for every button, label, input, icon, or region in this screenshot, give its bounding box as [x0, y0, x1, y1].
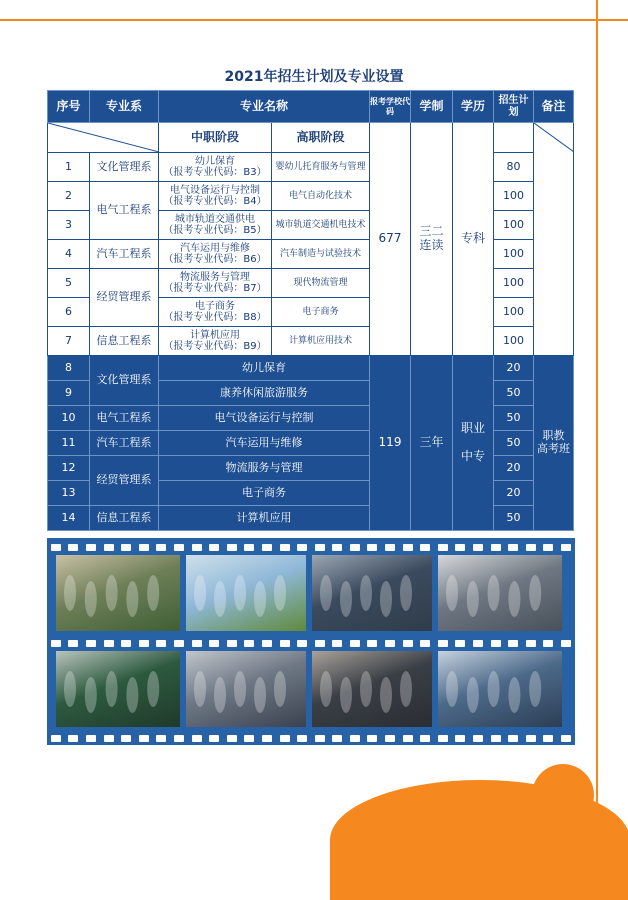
film-hole — [121, 544, 131, 551]
row-plan: 50 — [494, 381, 534, 406]
stage-mid: 中职阶段 — [159, 123, 272, 153]
film-hole — [174, 544, 184, 551]
film-hole — [367, 735, 377, 742]
film-hole — [280, 640, 290, 647]
training-center-photo — [56, 651, 180, 727]
photo-figure — [126, 581, 138, 617]
row-plan: 80 — [494, 153, 534, 182]
film-holes-top — [47, 542, 575, 552]
row-dept: 信息工程系 — [90, 327, 159, 356]
table-row — [48, 431, 574, 456]
photo-figure — [446, 671, 458, 707]
film-hole — [403, 544, 413, 551]
plan-blank — [494, 123, 534, 153]
film-hole — [491, 735, 501, 742]
film-hole — [420, 640, 430, 647]
film-hole — [350, 735, 360, 742]
film-hole — [68, 544, 78, 551]
header-code: 报考学校代码 — [370, 91, 411, 123]
diagonal-line — [48, 123, 159, 152]
film-hole — [561, 640, 571, 647]
photo-figure — [234, 575, 246, 611]
photo-figure — [234, 671, 246, 707]
table-row — [48, 153, 574, 182]
film-hole — [139, 640, 149, 647]
metro-station-photo — [438, 555, 562, 631]
photo-figure — [106, 575, 118, 611]
row-dept: 电气工程系 — [90, 182, 159, 240]
upper-system-line1: 三二 — [419, 224, 444, 239]
row-dept: 经贸管理系 — [90, 269, 159, 327]
table-row — [48, 456, 574, 481]
film-hole — [332, 735, 342, 742]
row-high: 计算机应用技术 — [272, 327, 370, 356]
photo-figure — [380, 677, 392, 713]
row-seq: 5 — [48, 269, 90, 298]
photo-figure — [380, 581, 392, 617]
film-hole — [280, 544, 290, 551]
film-hole — [104, 735, 114, 742]
row-seq: 4 — [48, 240, 90, 269]
row-high: 汽车制造与试验技术 — [272, 240, 370, 269]
row-major: 电气设备运行与控制 — [159, 406, 370, 431]
photo-figure — [508, 581, 520, 617]
film-hole — [543, 640, 553, 647]
row-seq: 3 — [48, 211, 90, 240]
header-dept: 专业系 — [90, 91, 159, 123]
header-seq: 序号 — [48, 91, 90, 123]
computer-lab-photo — [438, 651, 562, 727]
film-hole — [438, 735, 448, 742]
row-major: 康养休闲旅游服务 — [159, 381, 370, 406]
film-hole — [51, 640, 61, 647]
header-degree: 学历 — [453, 91, 494, 123]
row-dept: 文化管理系 — [90, 153, 159, 182]
students-outdoor-photo — [56, 555, 180, 631]
lower-code: 119 — [370, 356, 411, 531]
photo-figure — [320, 575, 332, 611]
film-hole — [420, 735, 430, 742]
row-major: 汽车运用与维修 — [159, 431, 370, 456]
upper-degree: 专科 — [453, 123, 494, 356]
upper-code: 677 — [370, 123, 411, 356]
film-hole — [297, 735, 307, 742]
photo-figure — [64, 575, 76, 611]
lower-degree-line2: 中专 — [460, 448, 485, 463]
film-hole — [174, 640, 184, 647]
row-seq: 14 — [48, 506, 90, 531]
film-hole — [455, 544, 465, 551]
film-hole — [455, 735, 465, 742]
film-hole — [209, 544, 219, 551]
film-hole — [192, 640, 202, 647]
upper-system — [411, 123, 453, 356]
row-mid — [159, 240, 272, 269]
film-hole — [156, 544, 166, 551]
row-high: 城市轨道交通机电技术 — [272, 211, 370, 240]
upper-remark — [534, 123, 574, 356]
top-orange-line — [0, 19, 598, 21]
row-high: 现代物流管理 — [272, 269, 370, 298]
header-row — [48, 91, 574, 123]
right-orange-line — [596, 0, 598, 824]
film-hole — [156, 640, 166, 647]
header-plan: 招生计划 — [494, 91, 534, 123]
row-seq: 13 — [48, 481, 90, 506]
photo-figure — [340, 677, 352, 713]
mid-name: 电气设备运行与控制 — [170, 184, 260, 196]
photo-figure — [126, 677, 138, 713]
row-mid — [159, 153, 272, 182]
film-hole — [192, 544, 202, 551]
film-hole — [438, 544, 448, 551]
diagonal-cell — [48, 123, 159, 153]
film-hole — [297, 640, 307, 647]
film-hole — [315, 544, 325, 551]
row-mid — [159, 211, 272, 240]
table-row — [48, 240, 574, 269]
photo-figure — [400, 575, 412, 611]
row-mid — [159, 182, 272, 211]
photo-figure — [467, 581, 479, 617]
header-remark: 备注 — [534, 91, 574, 123]
film-hole — [315, 735, 325, 742]
row-plan: 50 — [494, 431, 534, 456]
row-mid — [159, 269, 272, 298]
stage-high: 高职阶段 — [272, 123, 370, 153]
film-hole — [104, 640, 114, 647]
film-hole — [244, 735, 254, 742]
film-hole — [455, 640, 465, 647]
row-seq: 8 — [48, 356, 90, 381]
film-hole — [51, 735, 61, 742]
mid-code: （报考专业代码：B5） — [163, 225, 267, 236]
film-hole — [491, 544, 501, 551]
film-hole — [561, 735, 571, 742]
row-plan: 20 — [494, 456, 534, 481]
header-system: 学制 — [411, 91, 453, 123]
row-seq: 12 — [48, 456, 90, 481]
row-major: 幼儿保育 — [159, 356, 370, 381]
photo-figure — [254, 581, 266, 617]
table-row — [48, 406, 574, 431]
film-hole — [86, 640, 96, 647]
row-dept: 汽车工程系 — [90, 431, 159, 456]
photo-figure — [194, 575, 206, 611]
mid-code: （报考专业代码：B6） — [163, 254, 267, 265]
film-hole — [262, 544, 272, 551]
mid-name: 城市轨道交通供电 — [175, 213, 255, 225]
film-hole — [139, 735, 149, 742]
photo-figure — [488, 671, 500, 707]
mid-name: 幼儿保育 — [195, 155, 235, 167]
row-mid — [159, 327, 272, 356]
row-dept: 文化管理系 — [90, 356, 159, 406]
row-plan: 100 — [494, 327, 534, 356]
row-plan: 100 — [494, 182, 534, 211]
row-seq: 7 — [48, 327, 90, 356]
photo-figure — [254, 677, 266, 713]
film-hole — [367, 544, 377, 551]
film-hole — [209, 735, 219, 742]
photo-filmstrip — [47, 538, 575, 745]
photo-figure — [529, 671, 541, 707]
photo-figure — [400, 671, 412, 707]
film-hole — [508, 544, 518, 551]
lower-degree-line1: 职业 — [460, 421, 485, 436]
mid-code: （报考专业代码：B3） — [163, 167, 267, 178]
film-hole — [526, 544, 536, 551]
film-hole — [350, 544, 360, 551]
photo-figure — [85, 581, 97, 617]
photo-figure — [360, 671, 372, 707]
photo-figure — [488, 575, 500, 611]
workshop-photo — [186, 651, 306, 727]
photo-figure — [467, 677, 479, 713]
row-seq: 2 — [48, 182, 90, 211]
auto-repair-photo — [312, 651, 432, 727]
film-hole — [332, 544, 342, 551]
electrical-lab-photo — [312, 555, 432, 631]
film-hole — [385, 735, 395, 742]
students-jumping-photo — [186, 555, 306, 631]
table-row — [48, 356, 574, 381]
row-plan: 100 — [494, 240, 534, 269]
row-major: 物流服务与管理 — [159, 456, 370, 481]
lower-remark — [534, 356, 574, 531]
table-row — [48, 269, 574, 298]
film-hole — [121, 640, 131, 647]
film-hole — [350, 640, 360, 647]
row-mid — [159, 298, 272, 327]
film-hole — [192, 735, 202, 742]
row-plan: 100 — [494, 269, 534, 298]
row-plan: 100 — [494, 298, 534, 327]
film-hole — [526, 735, 536, 742]
lower-remark-line2: 高考班 — [537, 442, 570, 455]
photo-figure — [147, 671, 159, 707]
film-hole — [280, 735, 290, 742]
photo-figure — [529, 575, 541, 611]
film-hole — [508, 735, 518, 742]
mid-code: （报考专业代码：B8） — [163, 312, 267, 323]
film-hole — [543, 735, 553, 742]
film-hole — [121, 735, 131, 742]
row-dept: 汽车工程系 — [90, 240, 159, 269]
row-seq: 9 — [48, 381, 90, 406]
film-hole — [227, 735, 237, 742]
photo-figure — [360, 575, 372, 611]
film-hole — [403, 640, 413, 647]
film-holes-bottom — [47, 733, 575, 743]
row-seq: 10 — [48, 406, 90, 431]
film-hole — [262, 640, 272, 647]
film-hole — [244, 640, 254, 647]
row-seq: 6 — [48, 298, 90, 327]
mid-code: （报考专业代码：B4） — [163, 196, 267, 207]
photo-figure — [194, 671, 206, 707]
film-hole — [543, 544, 553, 551]
row-dept: 信息工程系 — [90, 506, 159, 531]
row-major: 计算机应用 — [159, 506, 370, 531]
upper-system-line2: 连读 — [419, 238, 444, 252]
film-hole — [473, 544, 483, 551]
lower-remark-line1: 职教 — [542, 429, 565, 443]
film-hole — [156, 735, 166, 742]
photo-figure — [64, 671, 76, 707]
film-hole — [174, 735, 184, 742]
film-hole — [209, 640, 219, 647]
header-major: 专业名称 — [159, 91, 370, 123]
film-hole — [227, 544, 237, 551]
film-hole — [51, 544, 61, 551]
photo-figure — [274, 671, 286, 707]
mid-code: （报考专业代码：B9） — [163, 341, 267, 352]
film-hole — [104, 544, 114, 551]
film-hole — [385, 640, 395, 647]
film-hole — [315, 640, 325, 647]
film-hole — [68, 735, 78, 742]
row-plan: 20 — [494, 481, 534, 506]
table-row — [48, 327, 574, 356]
photo-figure — [320, 671, 332, 707]
photo-figure — [214, 677, 226, 713]
film-hole — [561, 544, 571, 551]
photo-figure — [446, 575, 458, 611]
row-major: 电子商务 — [159, 481, 370, 506]
mid-name: 电子商务 — [195, 300, 235, 312]
row-seq: 11 — [48, 431, 90, 456]
film-hole — [385, 544, 395, 551]
film-hole — [297, 544, 307, 551]
film-hole — [526, 640, 536, 647]
table-row — [48, 182, 574, 211]
mid-name: 汽车运用与维修 — [180, 242, 250, 254]
lower-degree — [453, 356, 494, 531]
film-hole — [86, 544, 96, 551]
enrollment-table — [47, 90, 574, 531]
photo-figure — [274, 575, 286, 611]
film-hole — [473, 640, 483, 647]
photo-figure — [508, 677, 520, 713]
row-high: 婴幼儿托育服务与管理 — [272, 153, 370, 182]
mid-code: （报考专业代码：B7） — [163, 283, 267, 294]
mid-name: 计算机应用 — [190, 329, 240, 341]
mid-name: 物流服务与管理 — [180, 271, 250, 283]
photo-figure — [214, 581, 226, 617]
film-hole — [262, 735, 272, 742]
row-dept: 电气工程系 — [90, 406, 159, 431]
film-hole — [438, 640, 448, 647]
film-hole — [491, 640, 501, 647]
table-row — [48, 506, 574, 531]
photo-figure — [106, 671, 118, 707]
row-plan: 50 — [494, 506, 534, 531]
film-hole — [139, 544, 149, 551]
remark-diagonal-line — [534, 123, 574, 152]
row-plan: 50 — [494, 406, 534, 431]
photo-figure — [147, 575, 159, 611]
row-plan: 100 — [494, 211, 534, 240]
row-high: 电气自动化技术 — [272, 182, 370, 211]
film-holes-middle — [47, 638, 575, 648]
row-high: 电子商务 — [272, 298, 370, 327]
orange-decoration-circle — [532, 764, 594, 826]
photo-figure — [340, 581, 352, 617]
film-hole — [473, 735, 483, 742]
right-orange-line-stub — [598, 19, 628, 21]
page-title: 2021年招生计划及专业设置 — [224, 69, 404, 85]
film-hole — [244, 544, 254, 551]
lower-system: 三年 — [411, 356, 453, 531]
row-dept: 经贸管理系 — [90, 456, 159, 506]
photo-figure — [85, 677, 97, 713]
stage-row — [48, 123, 574, 153]
film-hole — [332, 640, 342, 647]
film-hole — [508, 640, 518, 647]
film-hole — [420, 544, 430, 551]
film-hole — [227, 640, 237, 647]
film-hole — [403, 735, 413, 742]
row-plan: 20 — [494, 356, 534, 381]
film-hole — [86, 735, 96, 742]
film-hole — [68, 640, 78, 647]
row-seq: 1 — [48, 153, 90, 182]
film-hole — [367, 640, 377, 647]
